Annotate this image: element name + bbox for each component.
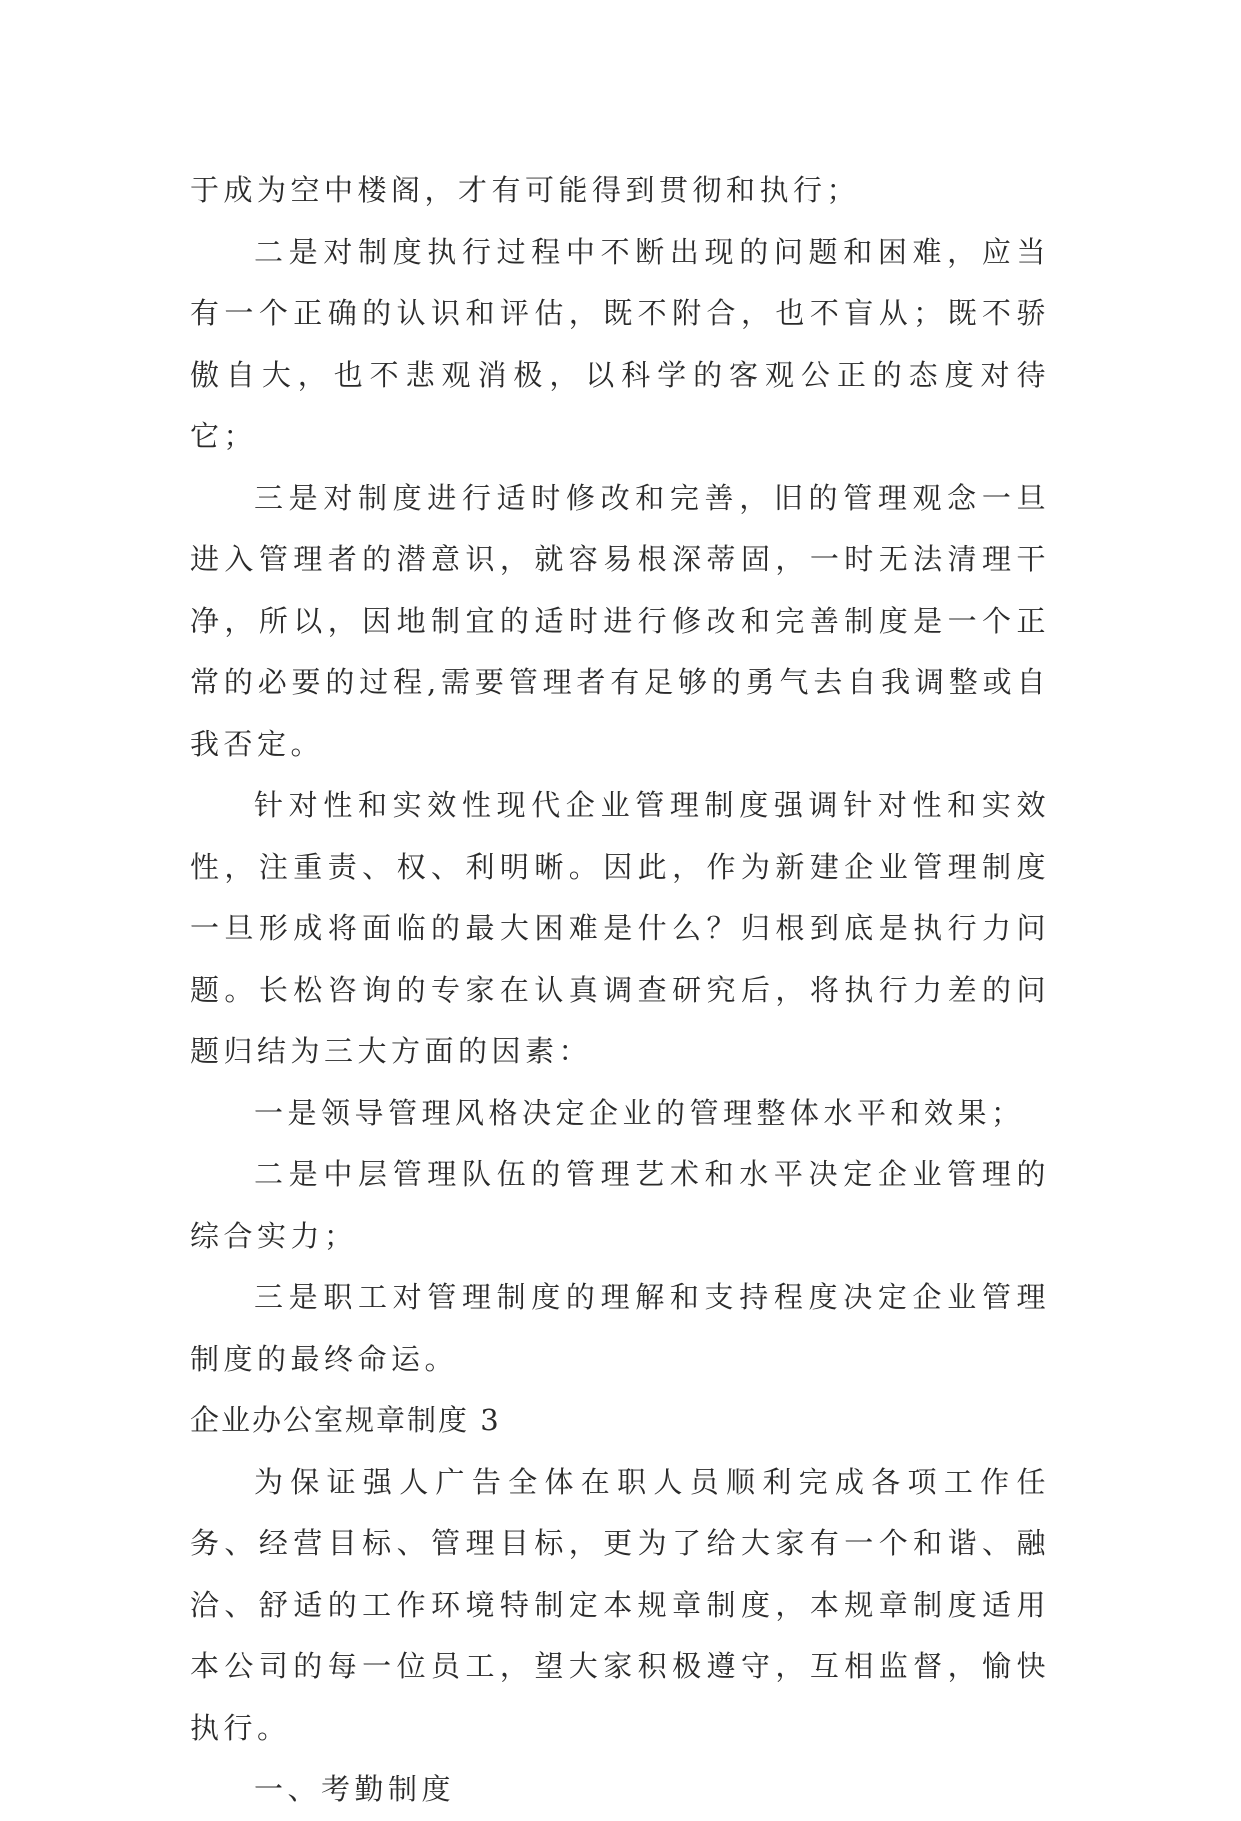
paragraph-factor-two: 二是中层管理队伍的管理艺术和水平决定企业管理的综合实力； (190, 1157, 1050, 1253)
paragraph-point-three: 三是对制度进行适时修改和完善，旧的管理观念一旦进入管理者的潜意识，就容易根深蒂固，一时无法清理干净，所以，因地制宜的适时进行修改和完善制度是一个正常的必要的过程,需要管理者有足够的勇气去自我调整或自我否定。 (190, 480, 1050, 761)
paragraph-point-two: 二是对制度执行过程中不断出现的问题和困难，应当有一个正确的认识和评估，既不附合，也不盲从；既不骄傲自大，也不悲观消极，以科学的客观公正的态度对待它； (190, 234, 1050, 453)
paragraph-factor-one: 一是领导管理风格决定企业的管理整体水平和效果； (254, 1095, 1025, 1130)
paragraph-factor-three: 三是职工对管理制度的理解和支持程度决定企业管理制度的最终命运。 (190, 1280, 1050, 1376)
document-body (190, 160, 1050, 1821)
section-intro-paragraph: 为保证强人广告全体在职人员顺利完成各项工作任务、经营目标、管理目标，更为了给大家有一个和谐、融洽、舒适的工作环境特制定本规章制度，本规章制度适用本公司的每一位员工，望大家积极遵守，互相监督，愉快执行。 (190, 1464, 1050, 1745)
section-title: 企业办公室规章制度 3 (190, 1403, 501, 1437)
paragraph-continuation: 于成为空中楼阁，才有可能得到贯彻和执行； (190, 173, 861, 207)
section-subheading-attendance: 一、考勤制度 (254, 1772, 456, 1806)
paragraph-pertinence: 针对性和实效性现代企业管理制度强调针对性和实效性，注重责、权、利明晰。因此，作为新建企业管理制度一旦形成将面临的最大困难是什么？归根到底是执行力问题。长松咨询的专家在认真调查研究后，将执行力差的问题归结为三大方面的因素： (190, 788, 1050, 1068)
